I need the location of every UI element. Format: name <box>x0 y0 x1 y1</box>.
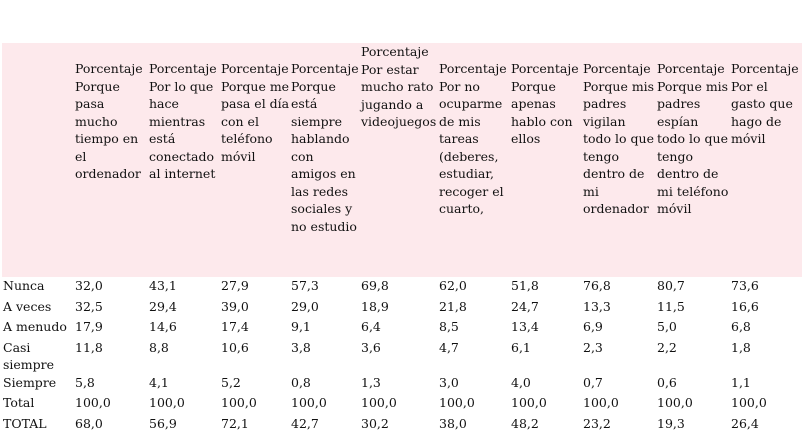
table-cell: 27,9 <box>221 278 249 293</box>
table-cell: 17,4 <box>221 319 249 334</box>
table-cell: 8,8 <box>149 339 169 355</box>
table-cell: 3,0 <box>439 374 459 390</box>
row-label: Nunca <box>3 278 45 293</box>
table-cell: 43,1 <box>149 278 177 293</box>
table-cell: 13,4 <box>511 319 539 334</box>
table-cell: 4,7 <box>439 339 459 355</box>
table-cell: 9,1 <box>291 319 311 334</box>
table-cell: 76,8 <box>583 278 611 293</box>
table-cell: 3,6 <box>361 339 381 355</box>
header-cell: Porcentaje Porque apenas hablo con ellos <box>511 61 579 146</box>
table-cell: 4,1 <box>149 374 169 390</box>
table-cell: 4,0 <box>511 374 531 390</box>
header-cell-empty <box>2 43 74 277</box>
table-row <box>2 339 802 374</box>
table-cell: 100,0 <box>439 395 475 410</box>
table-cell: 0,6 <box>657 374 677 390</box>
table-cell: 73,6 <box>731 278 759 293</box>
table-cell: 17,9 <box>75 319 103 334</box>
table-cell: 6,8 <box>731 319 751 334</box>
table-cell: 39,0 <box>221 298 249 314</box>
table-cell: 38,0 <box>439 415 467 431</box>
table-row <box>2 394 802 415</box>
table-cell: 29,0 <box>291 298 319 314</box>
table-cell: 6,9 <box>583 319 603 334</box>
table-cell: 72,1 <box>221 415 249 431</box>
row-label: A veces <box>3 298 52 314</box>
table-cell: 100,0 <box>583 395 619 410</box>
table-cell: 23,2 <box>583 415 611 431</box>
table-row <box>2 374 802 395</box>
table-cell: 100,0 <box>511 395 547 410</box>
table-cell: 3,8 <box>291 339 311 355</box>
table-cell: 100,0 <box>149 395 185 410</box>
table-cell: 19,3 <box>657 415 685 431</box>
table-cell: 1,3 <box>361 374 381 390</box>
table-cell: 14,6 <box>149 319 177 334</box>
table-cell: 26,4 <box>731 415 759 431</box>
header-cell: Porcentaje Porque mis padres vigilan todo lo que tengo dentro de mi ordenador <box>583 61 655 216</box>
table-cell: 18,9 <box>361 298 389 314</box>
table-cell: 0,8 <box>291 374 311 390</box>
table-cell: 1,1 <box>731 374 751 390</box>
row-label: A menudo <box>3 319 67 334</box>
row-label: Siempre <box>3 374 57 390</box>
table-cell: 16,6 <box>731 298 759 314</box>
table-cell: 5,8 <box>75 374 95 390</box>
row-label: TOTAL <box>3 415 47 431</box>
header-cell: Porcentaje Por el gasto que hago de móvil <box>731 61 799 146</box>
table-cell: 62,0 <box>439 278 467 293</box>
table-cell: 100,0 <box>291 395 327 410</box>
table-cell: 80,7 <box>657 278 685 293</box>
table-cell: 6,1 <box>511 339 531 355</box>
header-cell: Porcentaje Por lo que hace mientras está conectado al internet <box>149 61 217 181</box>
table-cell: 51,8 <box>511 278 539 293</box>
row-label: Total <box>3 395 35 410</box>
header-cell: Porcentaje Por estar mucho rato jugando a videojuegos <box>361 44 437 129</box>
table-header-row <box>2 43 802 277</box>
table-cell: 5,0 <box>657 319 677 334</box>
table-row <box>2 318 802 339</box>
table-cell: 100,0 <box>221 395 257 410</box>
table-cell: 42,7 <box>291 415 319 431</box>
table-cell: 100,0 <box>75 395 111 410</box>
table-cell: 10,6 <box>221 339 249 355</box>
table-cell: 32,5 <box>75 298 103 314</box>
table-cell: 2,3 <box>583 339 603 355</box>
table-row <box>2 415 802 436</box>
table-cell: 48,2 <box>511 415 539 431</box>
table-cell: 21,8 <box>439 298 467 314</box>
data-table-container <box>2 43 802 435</box>
header-cell: Porcentaje Porque mis padres espían todo lo que tengo dentro de mi teléfono móvil <box>657 61 729 216</box>
table-cell: 11,8 <box>75 339 103 355</box>
table-cell: 69,8 <box>361 278 389 293</box>
table-cell: 57,3 <box>291 278 319 293</box>
header-cell: Porcentaje Porque está siempre hablando con amigos en las redes sociales y no estudio <box>291 61 359 234</box>
table-cell: 56,9 <box>149 415 177 431</box>
header-cell: Porcentaje Por no ocuparme de mis tareas (deberes, estudiar, recoger el cuarto, <box>439 61 507 216</box>
table-cell: 30,2 <box>361 415 389 431</box>
table-cell: 8,5 <box>439 319 459 334</box>
table-cell: 0,7 <box>583 374 603 390</box>
table-cell: 13,3 <box>583 298 611 314</box>
data-table <box>2 43 802 435</box>
table-cell: 2,2 <box>657 339 677 355</box>
table-cell: 68,0 <box>75 415 103 431</box>
table-cell: 6,4 <box>361 319 381 334</box>
row-label: Casi siempre <box>3 339 55 372</box>
table-cell: 5,2 <box>221 374 241 390</box>
table-cell: 11,5 <box>657 298 685 314</box>
table-cell: 100,0 <box>657 395 693 410</box>
table-row <box>2 298 802 319</box>
table-cell: 24,7 <box>511 298 539 314</box>
table-cell: 100,0 <box>731 395 767 410</box>
table-cell: 29,4 <box>149 298 177 314</box>
table-cell: 100,0 <box>361 395 397 410</box>
header-cell: Porcentaje Porque me pasa el día con el teléfono móvil <box>221 61 290 164</box>
table-cell: 1,8 <box>731 339 751 355</box>
header-cell: Porcentaje Porque pasa mucho tiempo en el ordenador <box>75 61 143 181</box>
table-cell: 32,0 <box>75 278 103 293</box>
table-row <box>2 277 802 298</box>
